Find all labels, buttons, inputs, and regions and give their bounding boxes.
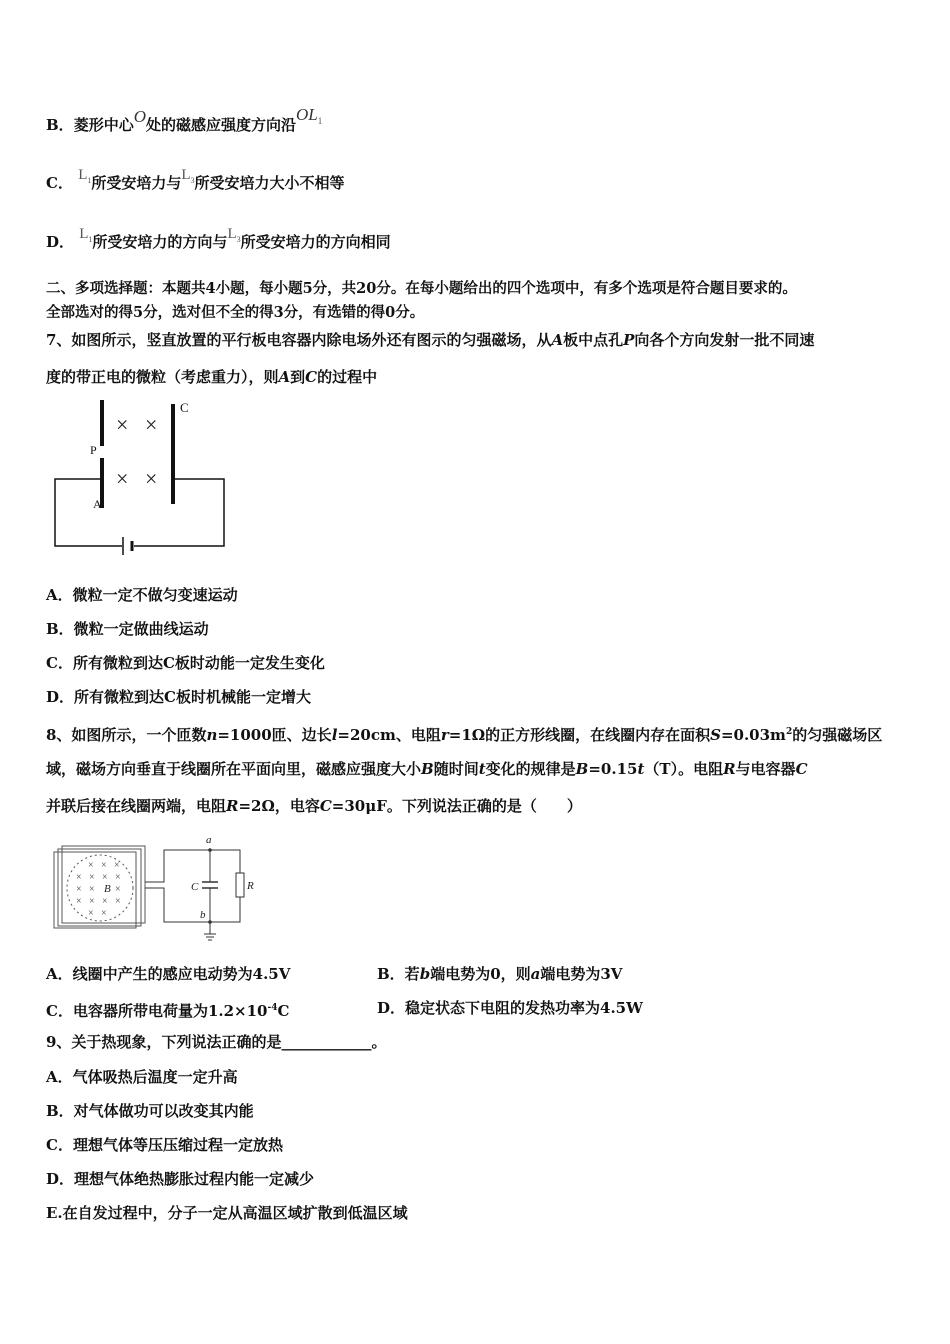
stem-text: =1000匝、边长 xyxy=(217,726,332,744)
section-instructions: 全部选对的得5分，选对但不全的得3分，有选错的得0分。 xyxy=(46,304,425,321)
symbol-subscript: 3 xyxy=(190,176,195,185)
q7-stem-line2 xyxy=(46,367,377,387)
symbol: R xyxy=(723,760,736,778)
magnetic-cross: × xyxy=(145,412,158,437)
symbol: t xyxy=(478,760,486,778)
symbol: A xyxy=(278,368,291,386)
stem-text: （T）。电阻 xyxy=(644,760,724,778)
stem-text: 的过程中 xyxy=(317,368,378,386)
stem-text: 的匀强磁场区 xyxy=(792,726,883,744)
q7-option-a: A．微粒一定不做匀变速运动 xyxy=(46,586,238,604)
q7-stem-line1 xyxy=(46,330,814,350)
option-text: 端电势为3V xyxy=(540,965,623,983)
symbol-ol: OL xyxy=(296,105,318,124)
symbol: t xyxy=(637,760,645,778)
field-cross: × xyxy=(115,896,121,907)
option-text: B．若 xyxy=(377,965,420,983)
stem-text: 并联后接在线圈两端，电阻 xyxy=(46,797,227,815)
q7-capacitor-figure xyxy=(50,396,235,561)
symbol: b xyxy=(419,965,431,983)
stem-text: =1Ω的正方形线圈，在线圈内存在面积 xyxy=(448,726,711,744)
section-heading: 二、多项选择题：本题共4小题，每小题5分，共20分。在每小题给出的四个选项中，有多个选项是符合题目要求的。 xyxy=(46,280,797,297)
symbol: C xyxy=(795,760,808,778)
option-label: D． xyxy=(46,233,75,251)
option-text: C xyxy=(277,1002,290,1020)
q8-stem-line3 xyxy=(46,796,582,816)
field-cross: × xyxy=(76,884,82,895)
q8-coil-figure xyxy=(40,830,265,945)
resistor xyxy=(236,873,244,897)
q9-option-c: C．理想气体等压压缩过程一定放热 xyxy=(46,1136,283,1154)
symbol-l1: L xyxy=(78,167,88,183)
stem-text: 板中点孔 xyxy=(563,331,624,349)
magnetic-cross: × xyxy=(145,466,158,491)
stem-text: 与电容器 xyxy=(735,760,796,778)
answer-blank[interactable]: ____________ xyxy=(281,1033,372,1051)
field-cross: × xyxy=(115,872,121,883)
stem-text: 7、如图所示，竖直放置的平行板电容器内除电场外还有图示的匀强磁场，从 xyxy=(46,331,552,349)
option-text: C．电容器所带电荷量为1.2×10 xyxy=(46,1002,268,1020)
option-text: 菱形中心 xyxy=(73,116,134,134)
q6-option-d xyxy=(46,226,391,255)
field-cross: × xyxy=(89,872,95,883)
q8-option-b xyxy=(377,964,622,984)
symbol: a xyxy=(530,965,541,983)
q8-stem-line1 xyxy=(46,722,882,745)
q9-option-a: A．气体吸热后温度一定升高 xyxy=(46,1068,238,1086)
plate-c xyxy=(171,404,175,504)
label-resistor: R xyxy=(247,880,254,892)
symbol-l1: L xyxy=(79,226,89,242)
field-cross: × xyxy=(101,908,107,919)
stem-text: 8、如图所示，一个匝数 xyxy=(46,726,207,744)
stem-text: 向各个方向发射一批不同速 xyxy=(634,331,815,349)
symbol: P xyxy=(623,331,635,349)
q6-option-c xyxy=(46,167,345,196)
symbol: B xyxy=(575,760,589,778)
stem-text: =0.03m xyxy=(720,726,786,744)
stem-text: 。 xyxy=(371,1033,387,1051)
option-text: 所受安培力与 xyxy=(91,174,182,192)
symbol-subscript: 3 xyxy=(236,235,241,244)
superscript: 2 xyxy=(785,727,793,737)
option-label: B． xyxy=(46,116,74,134)
symbol: R xyxy=(226,797,239,815)
symbol: S xyxy=(710,726,721,744)
symbol-o: O xyxy=(133,107,146,126)
q7-option-c: C．所有微粒到达C板时动能一定发生变化 xyxy=(46,654,325,672)
node-a xyxy=(208,848,212,852)
option-text: 所受安培力的方向与 xyxy=(92,233,228,251)
symbol-subscript: 1 xyxy=(317,116,323,126)
field-cross: × xyxy=(114,860,120,871)
q8-option-c xyxy=(46,998,289,1021)
symbol-l3: L xyxy=(181,167,191,183)
field-cross: × xyxy=(101,860,107,871)
symbol: C xyxy=(319,797,332,815)
symbol: B xyxy=(421,760,434,778)
symbol: l xyxy=(331,726,338,744)
plate-a-upper xyxy=(100,400,104,446)
q8-option-d: D．稳定状态下电阻的发热功率为4.5W xyxy=(377,999,643,1017)
stem-text: 9、关于热现象，下列说法正确的是 xyxy=(46,1033,282,1051)
field-cross: × xyxy=(115,884,121,895)
q8-stem-line2 xyxy=(46,759,808,779)
field-cross: × xyxy=(76,896,82,907)
label-a: a xyxy=(206,834,212,846)
magnetic-cross: × xyxy=(116,412,129,437)
stem-text: 变化的规律是 xyxy=(485,760,576,778)
q9-option-e: E.在自发过程中，分子一定从高温区域扩散到低温区域 xyxy=(46,1204,408,1222)
field-cross: × xyxy=(89,884,95,895)
stem-text: =0.15 xyxy=(588,760,638,778)
field-cross: × xyxy=(76,872,82,883)
q8-option-a: A．线圈中产生的感应电动势为4.5V xyxy=(46,965,291,983)
q9-stem xyxy=(46,1032,386,1052)
wire-left xyxy=(55,479,122,546)
symbol-l3: L xyxy=(227,226,237,242)
q9-option-d: D．理想气体绝热膨胀过程内能一定减少 xyxy=(46,1170,315,1188)
field-cross: × xyxy=(102,872,108,883)
stem-text: 到 xyxy=(290,368,306,386)
magnetic-cross: × xyxy=(116,466,129,491)
symbol: A xyxy=(551,331,564,349)
q9-option-b: B．对气体做功可以改变其内能 xyxy=(46,1102,254,1120)
coil-turn xyxy=(54,852,136,928)
option-text: 所受安培力的方向相同 xyxy=(240,233,391,251)
option-text: 端电势为0，则 xyxy=(430,965,531,983)
symbol-subscript: 1 xyxy=(88,235,93,244)
stem-text: 域，磁场方向垂直于线圈所在平面向里，磁感应强度大小 xyxy=(46,760,422,778)
option-text: 处的磁感应强度方向沿 xyxy=(145,116,296,134)
field-cross: × xyxy=(88,908,94,919)
stem-text: =20cm、电阻 xyxy=(337,726,441,744)
label-b-field: B xyxy=(104,883,111,895)
label-p: P xyxy=(90,443,97,457)
label-b: b xyxy=(200,909,206,921)
option-text: 所受安培力大小不相等 xyxy=(194,174,345,192)
field-crosses xyxy=(76,860,121,919)
stem-text: =30μF。下列说法正确的是（ ） xyxy=(331,797,582,815)
stem-text: 随时间 xyxy=(433,760,479,778)
q7-option-b: B．微粒一定做曲线运动 xyxy=(46,620,209,638)
label-c: C xyxy=(180,400,189,415)
stem-text: 度的带正电的微粒（考虑重力），则 xyxy=(46,368,279,386)
field-cross: × xyxy=(102,896,108,907)
label-a: A xyxy=(93,497,102,511)
node-b xyxy=(208,920,212,924)
q7-option-d: D．所有微粒到达C板时机械能一定增大 xyxy=(46,688,311,706)
symbol-subscript: 1 xyxy=(87,176,92,185)
option-label: C． xyxy=(46,174,73,192)
field-cross: × xyxy=(88,860,94,871)
symbol: r xyxy=(440,726,449,744)
symbol: n xyxy=(206,726,218,744)
stem-text: =2Ω，电容 xyxy=(238,797,320,815)
label-capacitor: C xyxy=(191,881,199,893)
superscript: -4 xyxy=(267,1003,278,1013)
field-cross: × xyxy=(89,896,95,907)
coil-turn xyxy=(58,849,141,926)
q6-option-b xyxy=(46,105,323,137)
lead-top xyxy=(145,850,210,882)
symbol: C xyxy=(305,368,318,386)
